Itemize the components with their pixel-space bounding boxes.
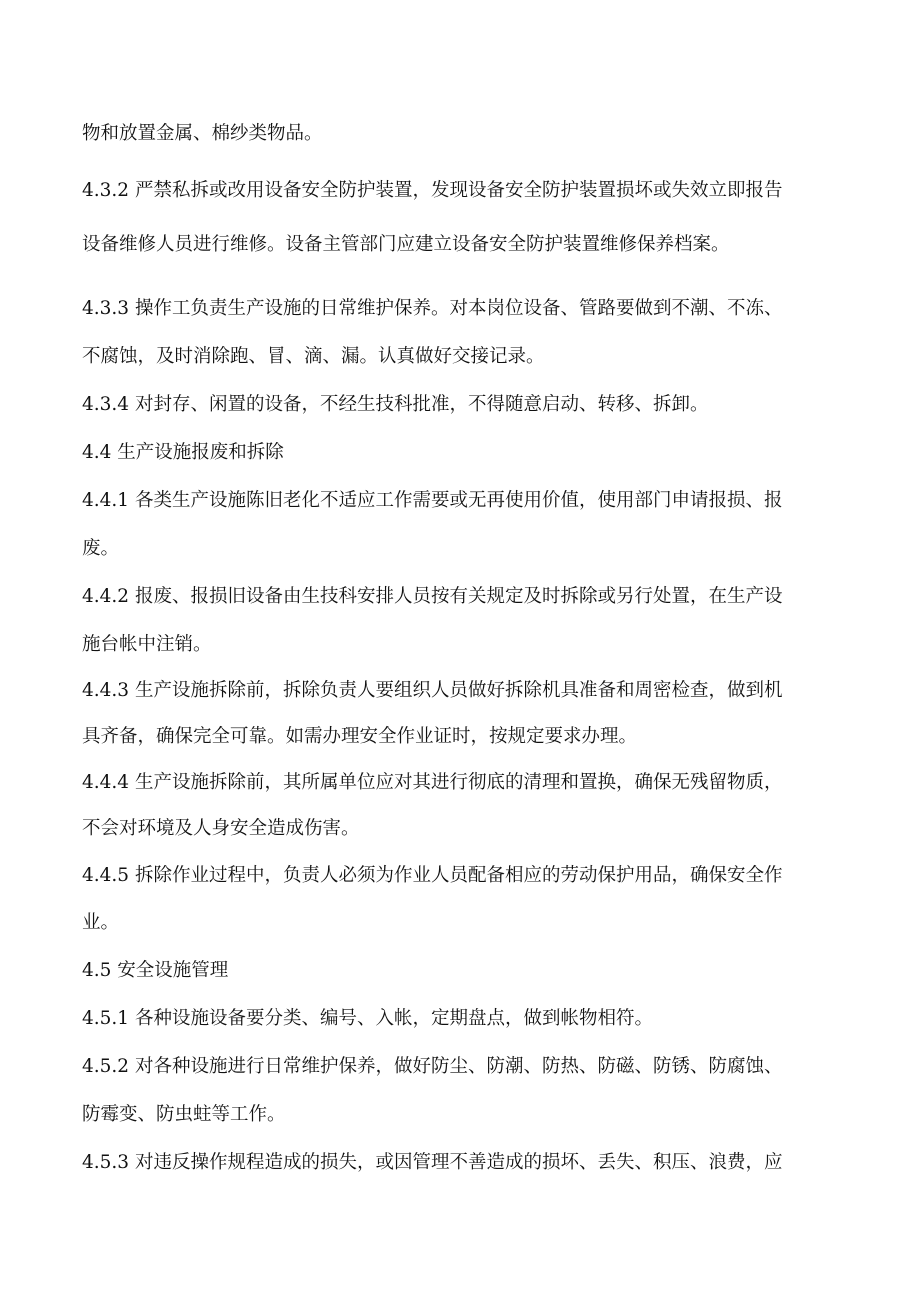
text-line: 业。 <box>82 912 120 933</box>
text-line: 防霉变、防虫蛀等工作。 <box>82 1104 286 1125</box>
text-line: 不会对环境及人身安全造成伤害。 <box>82 818 360 839</box>
text-line: 物和放置金属、棉纱类物品。 <box>82 123 323 144</box>
text-line: 4.4.5 拆除作业过程中，负责人必须为作业人员配备相应的劳动保护用品，确保安全作 <box>82 865 783 886</box>
text-line: 4.4.4 生产设施拆除前，其所属单位应对其进行彻底的清理和置换，确保无残留物质， <box>82 772 783 793</box>
text-line: 4.5.2 对各种设施进行日常维护保养，做好防尘、防潮、防热、防磁、防锈、防腐蚀、 <box>82 1056 783 1077</box>
text-line: 4.3.4 对封存、闲置的设备，不经生技科批准，不得随意启动、转移、拆卸。 <box>82 394 709 415</box>
text-line: 4.4.2 报废、报损旧设备由生技科安排人员按有关规定及时拆除或另行处置，在生产设 <box>82 586 783 607</box>
section-heading: 4.4 生产设施报废和拆除 <box>82 442 284 463</box>
text-line: 4.3.3 操作工负责生产设施的日常维护保养。对本岗位设备、管路要做到不潮、不冻、 <box>82 298 783 319</box>
text-line: 设备维修人员进行维修。设备主管部门应建立设备安全防护装置维修保养档案。 <box>82 234 730 255</box>
text-line: 4.4.1 各类生产设施陈旧老化不适应工作需要或无再使用价值，使用部门申请报损、报 <box>82 490 783 511</box>
text-line: 不腐蚀，及时消除跑、冒、滴、漏。认真做好交接记录。 <box>82 346 545 367</box>
text-line: 4.4.3 生产设施拆除前，拆除负责人要组织人员做好拆除机具准备和周密检查，做到机 <box>82 680 783 701</box>
text-line: 施台帐中注销。 <box>82 634 212 655</box>
section-heading: 4.5 安全设施管理 <box>82 960 229 981</box>
text-line: 废。 <box>82 538 120 559</box>
text-line: 具齐备，确保完全可靠。如需办理安全作业证时，按规定要求办理。 <box>82 726 638 747</box>
text-line: 4.5.3 对违反操作规程造成的损失，或因管理不善造成的损坏、丢失、积压、浪费，应 <box>82 1152 783 1173</box>
text-line: 4.3.2 严禁私拆或改用设备安全防护装置，发现设备安全防护装置损坏或失效立即报告 <box>82 180 783 201</box>
text-line: 4.5.1 各种设施设备要分类、编号、入帐，定期盘点，做到帐物相符。 <box>82 1008 653 1029</box>
